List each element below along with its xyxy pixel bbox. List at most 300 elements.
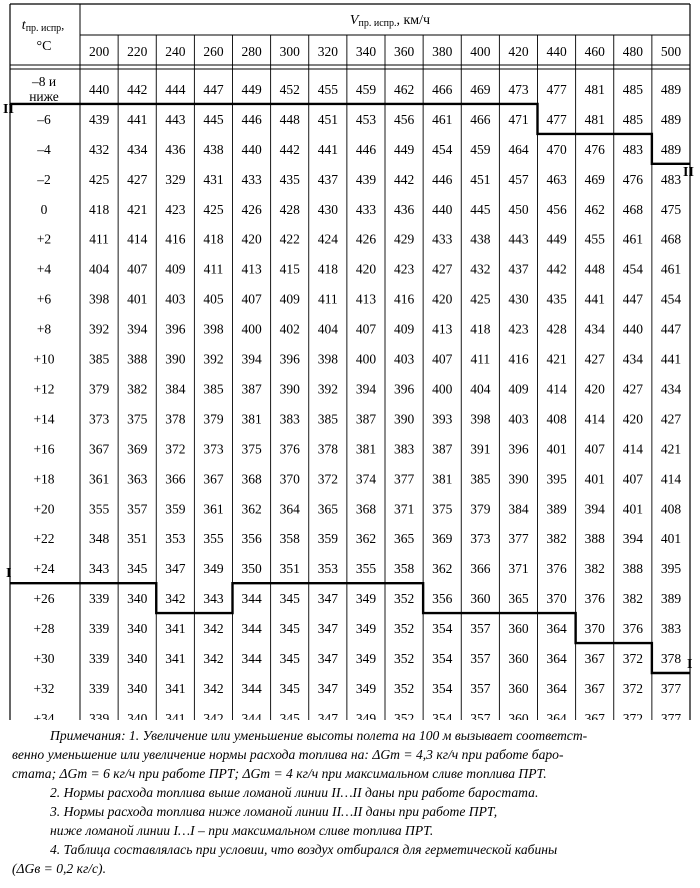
table-cell: 340 (127, 710, 148, 720)
table-cell: 341 (165, 710, 186, 720)
table-cell: 389 (546, 501, 567, 517)
table-cell: 454 (660, 291, 682, 307)
table-cell: 401 (660, 531, 682, 547)
table-cell: 388 (622, 561, 643, 577)
table-cell: 392 (88, 321, 110, 337)
table-cell: 360 (508, 651, 529, 667)
table-cell: 340 (127, 680, 148, 696)
table-cell: 365 (317, 501, 338, 517)
table-cell: 444 (165, 81, 186, 97)
table-cell: 352 (393, 651, 415, 667)
table-cell: 359 (317, 531, 338, 547)
table-cell: 394 (584, 501, 605, 517)
table-cell: 376 (584, 591, 605, 607)
note-3-line-2: ниже ломаной линии I…I – при максимальном сливе топлива ПРТ. (50, 823, 434, 838)
table-cell: 469 (470, 81, 491, 97)
table-cell: 402 (279, 321, 300, 337)
table-cell: 426 (355, 231, 377, 247)
table-cell: 398 (470, 411, 491, 427)
table-cell: 378 (660, 651, 682, 667)
table-cell: 483 (622, 141, 643, 157)
table-cell: 416 (508, 351, 529, 367)
table-cell: 469 (584, 171, 605, 187)
temp-label: –8 и (31, 73, 57, 89)
table-cell: 378 (165, 411, 186, 427)
table-cell: 418 (203, 231, 224, 247)
table-cell: 381 (241, 411, 262, 427)
table-cell: 366 (470, 561, 491, 577)
table-cell: 442 (127, 81, 148, 97)
temp-label: +28 (33, 621, 55, 637)
table-cell: 347 (317, 710, 338, 720)
table-cell: 387 (432, 441, 453, 457)
table-cell: 448 (279, 111, 300, 127)
table-cell: 365 (508, 591, 529, 607)
table-cell: 353 (317, 561, 338, 577)
table-cell: 349 (203, 561, 224, 577)
table-cell: 372 (622, 651, 643, 667)
table-cell: 462 (584, 201, 605, 217)
table-cell: 371 (508, 561, 529, 577)
table-cell: 427 (660, 411, 682, 427)
table-cell: 344 (241, 710, 262, 720)
speed-header-320: 320 (317, 44, 338, 59)
table-cell: 411 (317, 291, 338, 307)
table-cell: 345 (279, 591, 300, 607)
speed-header-300: 300 (279, 44, 300, 59)
table-cell: 385 (470, 471, 491, 487)
table-cell: 390 (279, 381, 300, 397)
table-cell: 404 (470, 381, 491, 397)
table-cell: 421 (546, 351, 567, 367)
table-cell: 418 (317, 261, 338, 277)
table-cell: 361 (88, 471, 110, 487)
table-cell: 450 (508, 201, 529, 217)
table-cell: 382 (622, 591, 643, 607)
table-cell: 388 (584, 531, 605, 547)
table-cell: 409 (508, 381, 529, 397)
note-4-line-1: 4. Таблица составлялась при условии, что воздух отбирался для герметической кабины (50, 842, 558, 857)
temp-label: ниже (29, 88, 59, 104)
temp-label: +34 (33, 710, 55, 720)
table-cell: 427 (432, 261, 453, 277)
table-cell: 489 (660, 141, 682, 157)
table-cell: 403 (508, 411, 529, 427)
speed-header-340: 340 (355, 44, 377, 59)
speed-header-220: 220 (127, 44, 148, 59)
table-cell: 350 (241, 561, 262, 577)
table-cell: 434 (127, 141, 148, 157)
table-cell: 411 (470, 351, 491, 367)
table-cell: 347 (317, 651, 338, 667)
table-cell: 420 (622, 411, 643, 427)
table-cell: 473 (508, 81, 529, 97)
table-cell: 339 (88, 710, 110, 720)
table-cell: 391 (470, 441, 491, 457)
table-cell: 485 (622, 111, 643, 127)
table-cell: 345 (127, 561, 148, 577)
table-cell: 446 (241, 111, 262, 127)
table-cell: 439 (88, 111, 110, 127)
table-cell: 396 (508, 441, 529, 457)
table-cell: 436 (165, 141, 186, 157)
table-cell: 454 (622, 261, 643, 277)
table-cell: 342 (203, 621, 224, 637)
table-cell: 353 (165, 531, 186, 547)
temp-label: –2 (37, 171, 51, 187)
table-cell: 400 (241, 321, 262, 337)
table-cell: 442 (546, 261, 567, 277)
table-cell: 354 (432, 651, 453, 667)
table-cell: 445 (203, 111, 224, 127)
table-cell: 448 (584, 261, 605, 277)
table-cell: 360 (470, 591, 491, 607)
table-cell: 373 (203, 441, 224, 457)
table-cell: 340 (127, 591, 148, 607)
table-cell: 358 (279, 531, 300, 547)
table-cell: 456 (546, 201, 567, 217)
table-cell: 425 (470, 291, 491, 307)
table-cell: 477 (546, 81, 567, 97)
table-cell: 341 (165, 621, 186, 637)
table-cell: 414 (127, 231, 148, 247)
table-cell: 382 (127, 381, 148, 397)
table-cell: 476 (584, 141, 605, 157)
table-cell: 461 (622, 231, 643, 247)
table-cell: 455 (317, 81, 338, 97)
table-cell: 376 (622, 621, 643, 637)
note-1-line-3: стата; ΔGт = 6 кг/ч при работе ПРТ; ΔGт = 4 кг/ч при максимальном сливе топлива ПРТ. (12, 766, 547, 781)
temp-label: +4 (36, 261, 52, 277)
table-cell: 360 (508, 710, 529, 720)
table-cell: 396 (279, 351, 300, 367)
marker-I-left: I (6, 566, 12, 581)
table-cell: 432 (88, 141, 110, 157)
speed-header-500: 500 (660, 44, 682, 59)
table-cell: 387 (355, 411, 377, 427)
table-cell: 435 (279, 171, 300, 187)
table-cell: 464 (508, 141, 529, 157)
table-cell: 381 (355, 441, 377, 457)
table-cell: 394 (622, 531, 643, 547)
table-cell: 363 (127, 471, 148, 487)
table-cell: 398 (203, 321, 224, 337)
table-cell: 433 (432, 231, 453, 247)
table-cell: 349 (355, 680, 377, 696)
table-cell: 348 (88, 531, 110, 547)
table-cell: 429 (393, 231, 415, 247)
table-cell: 418 (470, 321, 491, 337)
table-cell: 416 (165, 231, 186, 247)
table-cell: 376 (546, 561, 567, 577)
table-cell: 362 (241, 501, 262, 517)
table-cell: 421 (127, 201, 148, 217)
table-cell: 373 (470, 531, 491, 547)
table-cell: 362 (432, 561, 453, 577)
table-cell: 371 (393, 501, 415, 517)
table-cell: 424 (317, 231, 338, 247)
table-cell: 420 (432, 291, 453, 307)
temp-label: +2 (36, 231, 52, 247)
table-cell: 414 (584, 411, 605, 427)
table-cell: 358 (393, 561, 415, 577)
table-cell: 409 (279, 291, 300, 307)
table-cell: 372 (165, 441, 186, 457)
table-cell: 414 (622, 441, 643, 457)
note-2: 2. Нормы расхода топлива выше ломаной линии II…II даны при работе баростата. (50, 785, 539, 800)
table-cell: 342 (203, 651, 224, 667)
table-cell: 347 (317, 680, 338, 696)
table-cell: 430 (317, 201, 338, 217)
table-cell: 451 (470, 171, 491, 187)
table-cell: 451 (317, 111, 338, 127)
table-cell: 379 (470, 501, 491, 517)
table-cell: 441 (584, 291, 605, 307)
table-cell: 428 (546, 321, 567, 337)
table-cell: 345 (279, 651, 300, 667)
table-cell: 374 (355, 471, 377, 487)
temp-label: +30 (33, 651, 55, 667)
table-cell: 430 (508, 291, 529, 307)
table-cell: 389 (660, 591, 682, 607)
table-cell: 405 (203, 291, 224, 307)
table-cell: 360 (508, 621, 529, 637)
table-cell: 356 (241, 531, 262, 547)
table-cell: 342 (165, 591, 186, 607)
table-cell: 413 (241, 261, 262, 277)
table-cell: 442 (393, 171, 415, 187)
table-cell: 344 (241, 651, 262, 667)
table-cell: 385 (88, 351, 110, 367)
table-cell: 441 (660, 351, 682, 367)
table-cell: 377 (508, 531, 529, 547)
table-cell: 377 (660, 680, 682, 696)
table-cell: 400 (355, 351, 377, 367)
table-cell: 377 (660, 710, 682, 720)
speed-header-420: 420 (508, 44, 529, 59)
table-cell: 339 (88, 680, 110, 696)
table-cell: 422 (279, 231, 300, 247)
table-cell: 411 (203, 261, 224, 277)
table-cell: 342 (203, 680, 224, 696)
table-cell: 364 (546, 621, 567, 637)
table-cell: 364 (546, 651, 567, 667)
table-cell: 463 (546, 171, 567, 187)
note-1-line-2: венно уменьшение или увеличение нормы расхода топлива на: ΔGт = 4,3 кг/ч при работе баро- (12, 747, 564, 762)
table-cell: 354 (432, 680, 453, 696)
table-cell: 366 (165, 471, 186, 487)
table-cell: 349 (355, 621, 377, 637)
table-cell: 398 (88, 291, 110, 307)
table-cell: 395 (660, 561, 682, 577)
temp-label: +20 (33, 501, 55, 517)
speed-header-280: 280 (241, 44, 262, 59)
table-cell: 355 (355, 561, 377, 577)
table-cell: 367 (88, 441, 110, 457)
table-cell: 344 (241, 591, 262, 607)
table-cell: 375 (241, 441, 262, 457)
temp-label: +24 (33, 561, 55, 577)
table-cell: 449 (393, 141, 415, 157)
marker-I-right: I (687, 657, 693, 672)
table-cell: 349 (355, 710, 377, 720)
table-cell: 383 (279, 411, 300, 427)
table-cell: 434 (622, 351, 643, 367)
table-cell: 423 (165, 201, 186, 217)
table-cell: 401 (546, 441, 567, 457)
table-cell: 447 (622, 291, 643, 307)
temp-label: +22 (33, 531, 55, 547)
table-cell: 375 (432, 501, 453, 517)
temperature-column (29, 74, 59, 720)
table-cell: 383 (660, 621, 682, 637)
table-cell: 344 (241, 621, 262, 637)
table-cell: 352 (393, 591, 415, 607)
temp-label: +6 (36, 291, 52, 307)
table-cell: 421 (660, 441, 682, 457)
table-cell: 466 (470, 111, 491, 127)
table-cell: 370 (279, 471, 300, 487)
table-cell: 441 (317, 141, 338, 157)
note-4-line-2: (ΔGв = 0,2 кг/с). (12, 861, 106, 876)
table-cell: 413 (432, 321, 453, 337)
table-cell: 476 (622, 171, 643, 187)
speed-header-200: 200 (88, 44, 110, 59)
speed-header-260: 260 (203, 44, 224, 59)
table-cell: 373 (88, 411, 110, 427)
table-cell: 408 (546, 411, 567, 427)
table-cell: 456 (393, 111, 415, 127)
table-cell: 381 (432, 471, 453, 487)
table-cell: 382 (546, 531, 567, 547)
table-cell: 443 (508, 231, 529, 247)
table-cell: 423 (508, 321, 529, 337)
table-cell: 355 (203, 531, 224, 547)
marker-II-left: II (3, 102, 14, 117)
table-cell: 394 (127, 321, 148, 337)
table-cell: 349 (355, 651, 377, 667)
table-cell: 354 (432, 621, 453, 637)
table-cell: 369 (432, 531, 453, 547)
table-cell: 341 (165, 680, 186, 696)
table-cell: 468 (660, 231, 682, 247)
table-cell: 352 (393, 710, 415, 720)
table-cell: 390 (165, 351, 186, 367)
table-cell: 425 (88, 171, 110, 187)
table-cell: 384 (508, 501, 529, 517)
table-cell: 445 (470, 201, 491, 217)
table-cell: 489 (660, 111, 682, 127)
table-cell: 433 (241, 171, 262, 187)
table-cell: 425 (203, 201, 224, 217)
table-cell: 454 (432, 141, 453, 157)
table-cell: 435 (546, 291, 567, 307)
table-cell: 413 (355, 291, 377, 307)
table-cell: 377 (393, 471, 415, 487)
table-cell: 357 (470, 651, 491, 667)
table-cell: 438 (203, 141, 224, 157)
temp-label: +12 (33, 381, 55, 397)
table-cell: 407 (432, 351, 453, 367)
temp-label: +26 (33, 591, 55, 607)
table-cell: 370 (546, 591, 567, 607)
temp-label: –6 (37, 111, 51, 127)
table-cell: 392 (317, 381, 338, 397)
marker-II-right: II (683, 165, 694, 180)
table-cell: 401 (622, 501, 643, 517)
table-cell: 438 (470, 231, 491, 247)
table-cell: 439 (355, 171, 377, 187)
table-cell: 357 (470, 710, 491, 720)
table-cell: 351 (127, 531, 148, 547)
table-cell: 340 (127, 621, 148, 637)
speed-header-360: 360 (393, 44, 415, 59)
temp-label: +8 (36, 321, 52, 337)
table-cell: 376 (279, 441, 300, 457)
table-cell: 443 (165, 111, 186, 127)
table-cell: 354 (432, 710, 453, 720)
table-cell: 452 (279, 81, 300, 97)
speed-header-380: 380 (432, 44, 453, 59)
table-cell: 382 (584, 561, 605, 577)
table-cell: 446 (355, 141, 377, 157)
table-cell: 367 (584, 680, 605, 696)
table-cell: 390 (393, 411, 415, 427)
table-cell: 489 (660, 81, 682, 97)
table-cell: 355 (88, 501, 110, 517)
table-cell: 483 (660, 171, 682, 187)
table-cell: 432 (470, 261, 491, 277)
table-cell: 356 (432, 591, 453, 607)
temp-label: +16 (33, 441, 55, 457)
table-cell: 468 (622, 201, 643, 217)
table-cell: 437 (508, 261, 529, 277)
table-cell: 357 (470, 680, 491, 696)
table-cell: 403 (393, 351, 415, 367)
table-cell: 351 (279, 561, 300, 577)
table-cell: 414 (546, 381, 567, 397)
table-cell: 461 (660, 261, 682, 277)
table-cell: 427 (584, 351, 605, 367)
table-cell: 339 (88, 651, 110, 667)
table-cell: 441 (127, 111, 148, 127)
table-cell: 466 (432, 81, 453, 97)
table-cell: 457 (508, 171, 529, 187)
table-cell: 470 (546, 141, 567, 157)
table-cell: 329 (165, 171, 186, 187)
table-cell: 446 (432, 171, 453, 187)
table-cell: 396 (165, 321, 186, 337)
table-cell: 398 (317, 351, 338, 367)
table-cell: 423 (393, 261, 415, 277)
speed-header-480: 480 (622, 44, 643, 59)
note-1-line-1: Примечания: 1. Увеличение или уменьшение высоты полета на 100 м вызывает соответст- (50, 728, 588, 743)
temp-unit: °C (36, 39, 52, 54)
table-cell: 416 (393, 291, 415, 307)
table-cell: 427 (127, 171, 148, 187)
table-cell: 364 (546, 710, 567, 720)
table-cell: 360 (508, 680, 529, 696)
table-cell: 384 (165, 381, 186, 397)
table-cell: 449 (546, 231, 567, 247)
table-cell: 420 (584, 381, 605, 397)
table-cell: 455 (584, 231, 605, 247)
table-cell: 347 (165, 561, 186, 577)
table-cell: 401 (584, 471, 605, 487)
table-cell: 485 (622, 81, 643, 97)
table-cell: 372 (622, 680, 643, 696)
table-cell: 459 (355, 81, 377, 97)
